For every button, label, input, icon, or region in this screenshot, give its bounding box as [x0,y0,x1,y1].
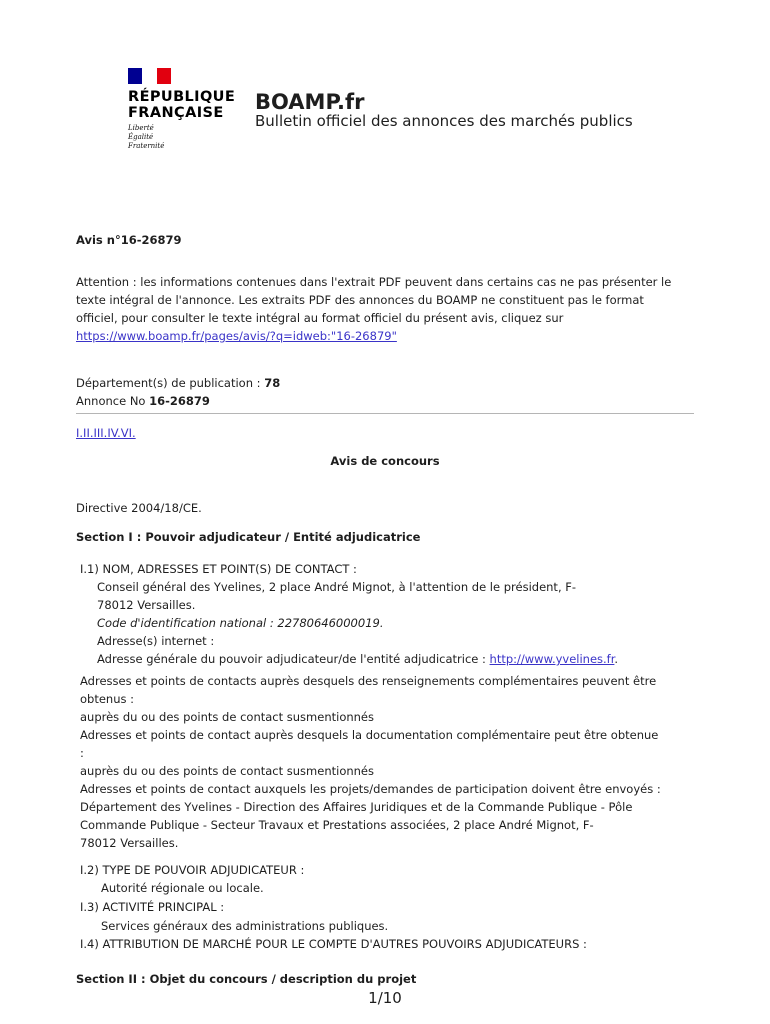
flag-white-stripe [142,68,157,84]
i3-heading: I.3) ACTIVITÉ PRINCIPAL : [80,900,225,914]
motto-liberte: Liberté [128,124,154,132]
i2-value: Autorité régionale ou locale. [101,881,264,895]
section1-title: Section I : Pouvoir adjudicateur / Entité adjudicatrice [76,530,421,544]
yvelines-website-link[interactable]: http://www.yvelines.fr [489,652,615,666]
section2-title: Section II : Objet du concours / description du projet [76,972,417,986]
i4-heading: I.4) ATTRIBUTION DE MARCHÉ POUR LE COMPTE D'AUTRES POUVOIRS ADJUDICATEURS : [80,937,587,951]
i1-general-address: Adresse générale du pouvoir adjudicateur/de l'entité adjudicatrice : http://www.yvelines.fr. [97,652,619,666]
i2-heading: I.2) TYPE DE POUVOIR ADJUDICATEUR : [80,863,305,877]
boamp-brand: BOAMP.fr [255,90,365,114]
contacts-block: Adresses et points de contacts auprès desquels des renseignements complémentaires peuvent être obtenus : auprès du ou des points de contact susmentionnés Adresses et points de contact auprès desquels la documentation complémentaire peut être obtenue : auprès du ou des points de contact susmentionnés Adresses et points de contact auxquels les projets/demandes de participation doivent être envoyés : Département des Yvelines - Direction des Affaires Juridiques et de la Commande Publique - Pôle Commande Publique - Secteur Travaux et Prestations associées, 2 place André Mignot, F- 78012 Versailles. [80,674,661,850]
department-line: Département(s) de publication : 78 [76,376,281,390]
official-notice-link[interactable]: https://www.boamp.fr/pages/avis/?q=idweb:"16-26879" [76,329,397,343]
i1-internet: Adresse(s) internet : [97,634,215,648]
republique-francaise-logo-text [128,89,235,121]
divider [76,413,694,414]
i1-address: Conseil général des Yvelines, 2 place André Mignot, à l'attention de le président, F- 78012 Versailles. Code d'identification national : 22780646000019. Adresse(s) internet : Adresse générale du pouvoir adjudicateur/de l'entité adjudicatrice : http://www.yvelines.fr. [97,578,697,668]
avis-type-heading: Avis de concours [330,454,440,468]
motto [128,124,164,151]
directive-line: Directive 2004/18/CE. [76,501,202,515]
flag-red-stripe [157,68,171,84]
i1-heading: I.1) NOM, ADRESSES ET POINT(S) DE CONTACT : [80,562,357,576]
flag-blue-stripe [128,68,142,84]
i1-code: Code d'identification national : 22780646000019. [97,616,384,630]
attention-paragraph: Attention : les informations contenues dans l'extrait PDF peuvent dans certains cas ne pas présenter le texte intégral de l'annonce. Les extraits PDF des annonces du BOAMP ne constituent pas le format officiel, pour consulter le texte intégral au format officiel du présent avis, cliquez sur https://www.boamp.fr/pages/avis/?q=idweb:"16-26879" [76,275,672,343]
motto-egalite: Égalité [128,133,154,141]
section-links [76,424,696,442]
french-flag-logo [128,68,171,84]
rf-line1: RÉPUBLIQUE [128,89,236,105]
section-nav-link[interactable]: I.II.III.IV.VI. [76,426,136,440]
annonce-number-line: Annonce No 16-26879 [76,394,210,408]
boamp-subtitle: Bulletin officiel des annonces des marchés publics [255,112,633,130]
i3-value: Services généraux des administrations publiques. [101,919,389,933]
notice-title: Avis n°16-26879 [76,233,182,247]
rf-line2: FRANÇAISE [128,105,224,121]
page-number: 1/10 [368,989,402,1007]
motto-fraternite: Fraternité [128,142,165,150]
